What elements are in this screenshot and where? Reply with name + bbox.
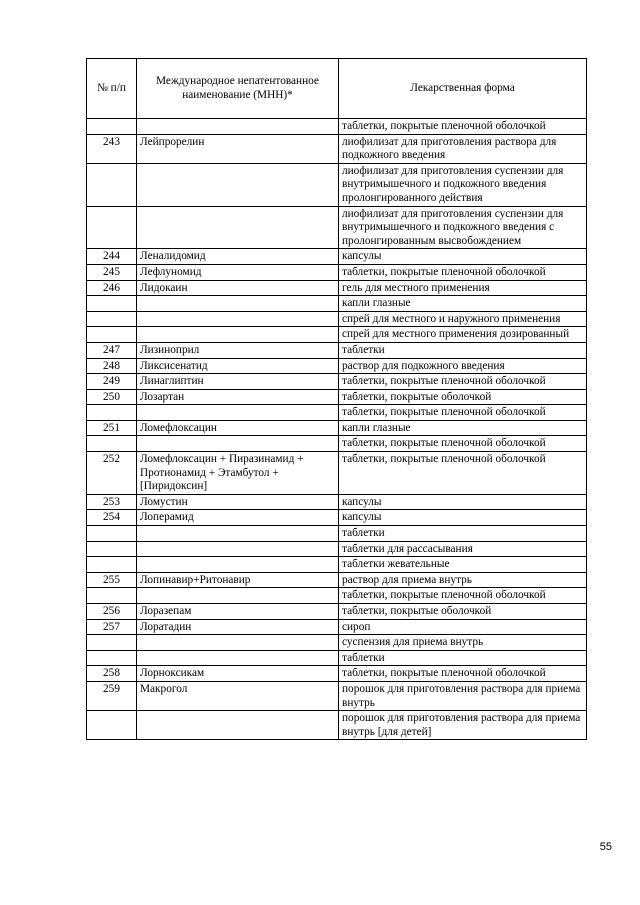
inn-name: Лоратадин [137, 619, 339, 635]
inn-name: Ломефлоксацин [137, 420, 339, 436]
row-number: 249 [87, 374, 137, 390]
dosage-form: капсулы [339, 510, 587, 526]
row-number [87, 650, 137, 666]
row-number [87, 311, 137, 327]
row-number: 251 [87, 420, 137, 436]
row-number [87, 557, 137, 573]
row-number [87, 541, 137, 557]
table-row [87, 650, 587, 666]
dosage-form: таблетки, покрытые пленочной оболочкой [339, 119, 587, 135]
dosage-form: таблетки, покрытые пленочной оболочкой [339, 452, 587, 495]
row-number [87, 526, 137, 542]
table-row [87, 405, 587, 421]
row-number: 259 [87, 681, 137, 710]
table-row [87, 588, 587, 604]
row-number [87, 296, 137, 312]
dosage-form: таблетки, покрытые пленочной оболочкой [339, 436, 587, 452]
row-number: 246 [87, 280, 137, 296]
row-number [87, 635, 137, 651]
row-number: 256 [87, 604, 137, 620]
inn-name [137, 119, 339, 135]
table-row [87, 389, 587, 405]
table-row [87, 420, 587, 436]
inn-name [137, 557, 339, 573]
table-row [87, 206, 587, 249]
dosage-form: раствор для приема внутрь [339, 572, 587, 588]
row-number [87, 405, 137, 421]
inn-name: Лоразепам [137, 604, 339, 620]
dosage-form: порошок для приготовления раствора для приема внутрь [339, 681, 587, 710]
table-row [87, 119, 587, 135]
inn-name [137, 311, 339, 327]
drug-table [86, 58, 587, 740]
table-row [87, 666, 587, 682]
row-number: 258 [87, 666, 137, 682]
inn-name [137, 436, 339, 452]
inn-name [137, 206, 339, 249]
row-number: 248 [87, 358, 137, 374]
header-number: № п/п [87, 59, 137, 119]
inn-name: Лейпрорелин [137, 134, 339, 163]
inn-name [137, 588, 339, 604]
inn-name [137, 541, 339, 557]
dosage-form: капсулы [339, 494, 587, 510]
row-number [87, 588, 137, 604]
dosage-form: таблетки, покрытые оболочкой [339, 389, 587, 405]
dosage-form: капли глазные [339, 296, 587, 312]
inn-name: Лопинавир+Ритонавир [137, 572, 339, 588]
dosage-form: капли глазные [339, 420, 587, 436]
dosage-form: порошок для приготовления раствора для приема внутрь [для детей] [339, 711, 587, 740]
inn-name [137, 163, 339, 206]
inn-name: Линаглиптин [137, 374, 339, 390]
table-row [87, 296, 587, 312]
row-number: 254 [87, 510, 137, 526]
dosage-form: таблетки [339, 650, 587, 666]
inn-name [137, 526, 339, 542]
table-row [87, 134, 587, 163]
inn-name: Лозартан [137, 389, 339, 405]
table-row [87, 436, 587, 452]
table-row [87, 327, 587, 343]
dosage-form: таблетки [339, 342, 587, 358]
dosage-form: спрей для местного применения дозированный [339, 327, 587, 343]
inn-name [137, 327, 339, 343]
row-number: 255 [87, 572, 137, 588]
inn-name [137, 405, 339, 421]
dosage-form: таблетки жевательные [339, 557, 587, 573]
row-number: 247 [87, 342, 137, 358]
dosage-form: сироп [339, 619, 587, 635]
table-row [87, 526, 587, 542]
inn-name: Макрогол [137, 681, 339, 710]
row-number [87, 206, 137, 249]
row-number: 243 [87, 134, 137, 163]
dosage-form: таблетки, покрытые пленочной оболочкой [339, 666, 587, 682]
dosage-form: таблетки, покрытые пленочной оболочкой [339, 264, 587, 280]
table-row [87, 711, 587, 740]
row-number: 257 [87, 619, 137, 635]
inn-name [137, 711, 339, 740]
dosage-form: суспензия для приема внутрь [339, 635, 587, 651]
table-row [87, 557, 587, 573]
inn-name [137, 635, 339, 651]
table-row [87, 264, 587, 280]
dosage-form: таблетки, покрытые пленочной оболочкой [339, 588, 587, 604]
header-inn: Международное непатентованное наименование (МНН)* [137, 59, 339, 119]
dosage-form: капсулы [339, 249, 587, 265]
row-number [87, 119, 137, 135]
inn-name: Лизиноприл [137, 342, 339, 358]
row-number: 245 [87, 264, 137, 280]
row-number [87, 163, 137, 206]
table-row [87, 358, 587, 374]
dosage-form: спрей для местного и наружного применения [339, 311, 587, 327]
table-row [87, 572, 587, 588]
dosage-form: раствор для подкожного введения [339, 358, 587, 374]
table-row [87, 494, 587, 510]
table-row [87, 280, 587, 296]
inn-name [137, 650, 339, 666]
page-number: 55 [599, 841, 612, 853]
table-row [87, 452, 587, 495]
dosage-form: лиофилизат для приготовления суспензии для внутримышечного и подкожного введения пролонгированного действия [339, 163, 587, 206]
dosage-form: таблетки, покрытые пленочной оболочкой [339, 405, 587, 421]
header-dosage-form: Лекарственная форма [339, 59, 587, 119]
row-number: 253 [87, 494, 137, 510]
table-row [87, 311, 587, 327]
table-row [87, 510, 587, 526]
table-row [87, 681, 587, 710]
table-header-row [87, 59, 587, 119]
table-row [87, 541, 587, 557]
row-number: 244 [87, 249, 137, 265]
row-number: 250 [87, 389, 137, 405]
inn-name: Лефлуномид [137, 264, 339, 280]
inn-name: Ломустин [137, 494, 339, 510]
table-row [87, 249, 587, 265]
row-number [87, 327, 137, 343]
inn-name: Лоперамид [137, 510, 339, 526]
table-row [87, 604, 587, 620]
dosage-form: таблетки для рассасывания [339, 541, 587, 557]
table-row [87, 163, 587, 206]
dosage-form: лиофилизат для приготовления суспензии для внутримышечного и подкожного введения с пролонгированным высвобождением [339, 206, 587, 249]
dosage-form: гель для местного применения [339, 280, 587, 296]
dosage-form: таблетки, покрытые оболочкой [339, 604, 587, 620]
inn-name: Леналидомид [137, 249, 339, 265]
dosage-form: таблетки [339, 526, 587, 542]
inn-name: Лидокаин [137, 280, 339, 296]
dosage-form: лиофилизат для приготовления раствора для подкожного введения [339, 134, 587, 163]
row-number [87, 436, 137, 452]
dosage-form: таблетки, покрытые пленочной оболочкой [339, 374, 587, 390]
row-number [87, 711, 137, 740]
inn-name: Ликсисенатид [137, 358, 339, 374]
inn-name: Ломефлоксацин + Пиразинамид + Протионамид + Этамбутол + [Пиридоксин] [137, 452, 339, 495]
inn-name [137, 296, 339, 312]
table-row [87, 619, 587, 635]
table-body [87, 119, 587, 740]
table-row [87, 374, 587, 390]
table-row [87, 635, 587, 651]
row-number: 252 [87, 452, 137, 495]
table-row [87, 342, 587, 358]
inn-name: Лорноксикам [137, 666, 339, 682]
